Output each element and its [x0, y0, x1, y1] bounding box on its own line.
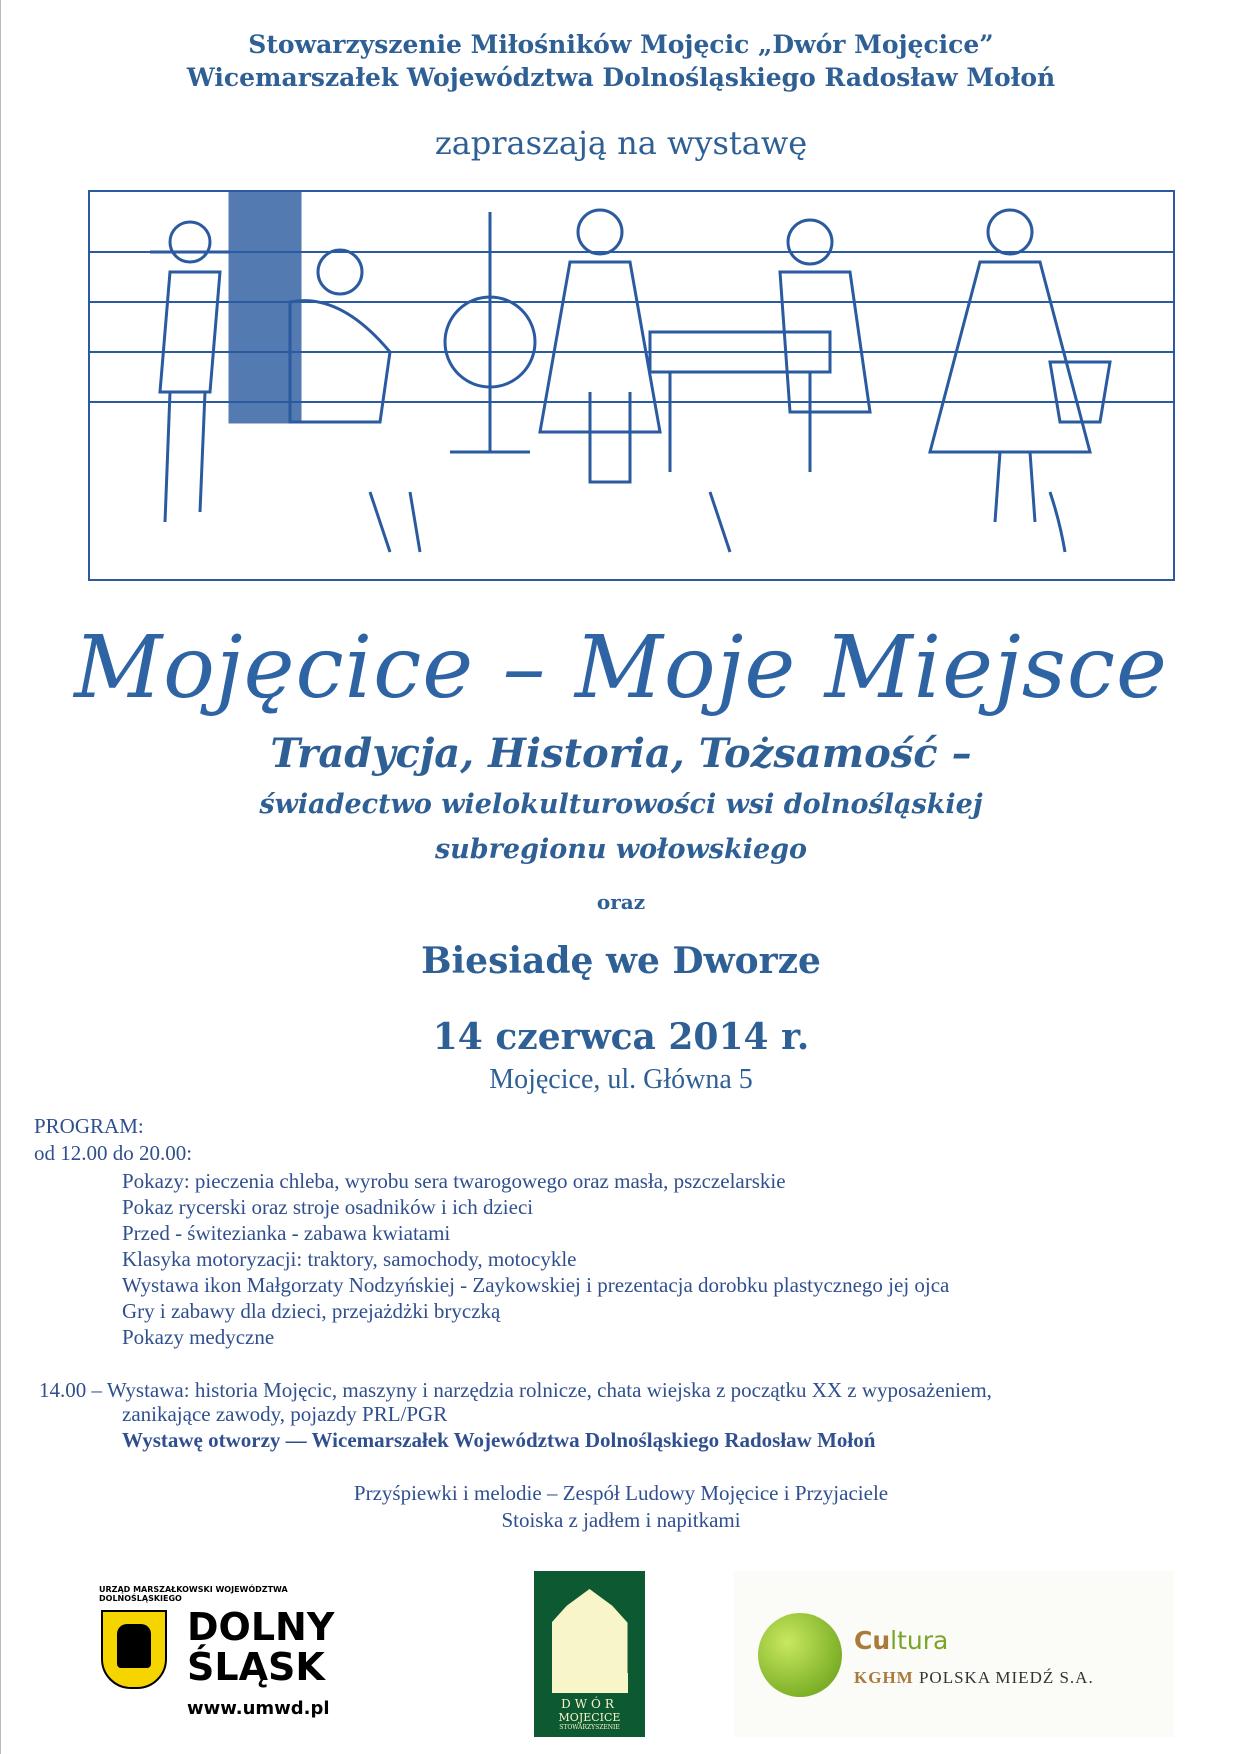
umwd-name-2: ŚLĄSK — [187, 1645, 325, 1689]
eagle-shield-icon — [101, 1610, 167, 1689]
cultura-rest: ltura — [890, 1626, 949, 1655]
program-item: Gry i zabawy dla dzieci, przejażdżki bryczką — [122, 1299, 501, 1323]
stowarzyszenie-label: STOWARZYSZENIE — [559, 1724, 620, 1731]
subtitle-line-3: subregionu wołowskiego — [434, 834, 808, 865]
umwd-name — [187, 1607, 334, 1687]
program-hours: od 12.00 do 20.00: — [34, 1141, 193, 1165]
exhibition-subtitle: Tradycja, Historia, Tożsamość – — [270, 730, 972, 777]
program-item: Pokaz rycerski oraz stroje osadników i ich dzieci — [122, 1195, 534, 1219]
event-name: Biesiadę we Dworze — [421, 940, 821, 982]
umwd-name-1: DOLNY — [187, 1605, 335, 1649]
program-heading: PROGRAM: — [34, 1114, 144, 1138]
dwor-label: DWÓR — [561, 1697, 618, 1711]
subtitle-line-2: świadectwo wielokulturowości wsi dolnośląskiej — [259, 789, 983, 820]
event-date: 14 czerwca 2014 r. — [432, 1016, 810, 1058]
footer-line-2: Stoiska z jadłem i napitkami — [501, 1508, 741, 1532]
crown-gate-icon — [552, 1589, 628, 1673]
polska-miedz-label: POLSKA MIEDŹ S.A. — [918, 1668, 1094, 1687]
kghm-label: KGHM — [854, 1668, 914, 1687]
kghm-cultura-logo — [734, 1571, 1174, 1737]
umwd-logo — [99, 1585, 349, 1719]
cultura-figure-icon — [758, 1613, 842, 1697]
umwd-url: www.umwd.pl — [187, 1698, 330, 1719]
program-item: Wystawa ikon Małgorzaty Nodzyńskiej - Zaykowskiej i prezentacja dorobku plastycznego jej ojca — [122, 1273, 950, 1297]
and-text: oraz — [596, 890, 646, 914]
opening-note: Wystawę otworzy — Wicemarszałek Województwa Dolnośląskiego Radosław Mołoń — [122, 1428, 876, 1452]
cultura-cu: Cu — [854, 1626, 891, 1655]
program-item: Klasyka motoryzacji: traktory, samochody, motocykle — [122, 1247, 577, 1271]
invite-text: zapraszają na wystawę — [434, 124, 808, 162]
dwor-mojecice-logo — [534, 1571, 645, 1737]
umwd-caption: URZĄD MARSZAŁKOWSKI WOJEWÓDZTWA DOLNOŚLĄSKIEGO — [99, 1585, 288, 1603]
organizer-line-2: Wicemarszałek Województwa Dolnośląskiego Radosław Mołoń — [186, 63, 1056, 92]
program-item: Przed - świtezianka - zabawa kwiatami — [122, 1221, 451, 1245]
footer-line: Przyśpiewki i melodie – Zespół Ludowy Mojęcice i Przyjaciele — [353, 1481, 889, 1505]
folk-illustration — [88, 190, 1175, 581]
exhibit-line-2: zanikające zawody, pojazdy PRL/PGR — [122, 1402, 448, 1426]
program-item: Pokazy: pieczenia chleba, wyrobu sera twarogowego oraz masła, pszczelarskie — [122, 1169, 786, 1193]
exhibition-title: Mojęcice – Moje Miejsce — [74, 618, 1168, 718]
program-item: Pokazy medyczne — [122, 1325, 275, 1349]
event-place: Mojęcice, ul. Główna 5 — [489, 1064, 753, 1095]
mojecice-label: MOJECICE — [558, 1711, 621, 1724]
organizer-line: Stowarzyszenie Miłośników Mojęcic „Dwór Mojęcice” — [248, 30, 994, 59]
exhibit-line: 14.00 – Wystawa: historia Mojęcic, maszyny i narzędzia rolnicze, chata wiejska z początku XX z wyposażeniem, — [39, 1378, 992, 1402]
